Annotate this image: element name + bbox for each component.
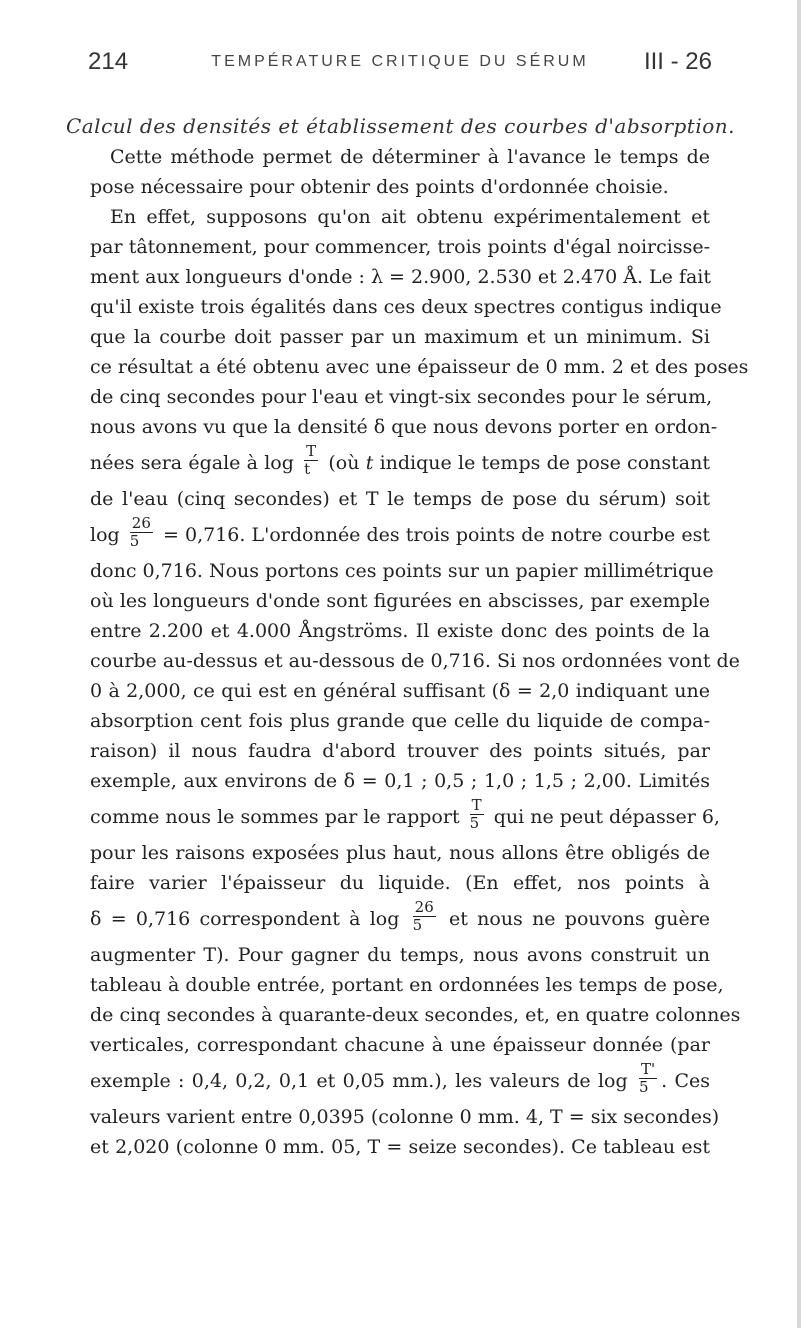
text-line: augmenter T). Pour gagner du temps, nous avons construit un — [90, 944, 710, 966]
text-line: pour les raisons exposées plus haut, nous allons être obligés de — [90, 842, 710, 864]
fraction-numerator: T — [471, 795, 482, 814]
fraction-denominator: 5 — [129, 531, 140, 550]
running-header — [88, 48, 712, 88]
fraction-numerator: 26 — [131, 513, 151, 532]
text-line: verticales, correspondant chacune à une épaisseur donnée (par — [90, 1034, 710, 1056]
fraction-denominator: 5 — [638, 1077, 649, 1096]
text-line: nous avons vu que la densité δ que nous devons porter en ordon- — [90, 416, 718, 438]
text-line: ment aux longueurs d'onde : λ = 2.900, 2.530 et 2.470 Å. Le fait — [90, 266, 712, 288]
page-number: 214 — [88, 48, 129, 75]
fraction-denominator: 5 — [412, 915, 423, 934]
fraction-denominator: t — [304, 459, 311, 478]
text-fragment: exemple : 0,4, 0,2, 0,1 et 0,05 mm.), les valeurs de log — [90, 1070, 628, 1092]
text-line: raison) il nous faudra d'abord trouver des points situés, par — [90, 740, 710, 762]
text-line: pose nécessaire pour obtenir des points d'ordonnée choisie. — [90, 176, 669, 198]
text-fragment: indique le temps de pose constant — [379, 452, 710, 474]
running-title: TEMPÉRATURE CRITIQUE DU SÉRUM — [211, 53, 589, 70]
text-line: En effet, supposons qu'on ait obtenu expérimentalement et — [110, 206, 710, 228]
text-line: qu'il existe trois égalités dans ces deux spectres contigus indique — [90, 296, 722, 318]
text-line: 0 à 2,000, ce qui est en général suffisant (δ = 2,0 indiquant une — [90, 680, 710, 702]
text-fragment: nées sera égale à log — [90, 452, 294, 474]
text-line: où les longueurs d'onde sont figurées en abscisses, par exemple — [90, 590, 710, 612]
text-line: exemple, aux environs de δ = 0,1 ; 0,5 ; 1,0 ; 1,5 ; 2,00. Limités — [90, 770, 710, 792]
text-line: par tâtonnement, pour commencer, trois points d'égal noircisse- — [90, 236, 710, 258]
text-line: de cinq secondes pour l'eau et vingt-six secondes pour le sérum, — [90, 386, 713, 408]
text-line: entre 2.200 et 4.000 Ångströms. Il existe donc des points de la — [90, 620, 710, 642]
text-fragment: et nous ne pouvons guère — [449, 908, 711, 930]
section-number: III - 26 — [643, 48, 712, 75]
variable-t: t — [365, 452, 374, 474]
text-fragment: . Ces — [661, 1070, 710, 1092]
text-fragment: δ = 0,716 correspondent à log — [90, 908, 400, 930]
text-line-with-fraction — [90, 514, 710, 556]
text-line: faire varier l'épaisseur du liquide. (En effet, nos points à — [90, 872, 710, 894]
fraction-T-over-t — [304, 441, 318, 478]
fraction-numerator: T — [306, 441, 317, 460]
text-line: de l'eau (cinq secondes) et T le temps de pose du sérum) soit — [90, 488, 710, 510]
text-fragment: (où — [328, 452, 360, 474]
section-title: Calcul des densités et établissement des courbes d'absorption. — [65, 114, 736, 138]
text-line: absorption cent fois plus grande que celle du liquide de compa- — [90, 710, 710, 732]
text-line: que la courbe doit passer par un maximum et un minimum. Si — [90, 326, 710, 348]
text-line-with-fraction — [90, 898, 710, 940]
body-text — [90, 142, 749, 1162]
text-fragment: log — [90, 524, 120, 546]
fraction-Tprime-over-5 — [638, 1059, 657, 1096]
text-fragment: qui ne peut dépasser 6, — [493, 806, 720, 828]
text-line: donc 0,716. Nous portons ces points sur un papier millimétrique — [90, 560, 714, 582]
fraction-T-over-5 — [469, 795, 484, 832]
text-line: valeurs varient entre 0,0395 (colonne 0 mm. 4, T = six secondes) — [90, 1106, 720, 1128]
fraction-26-over-5 — [412, 897, 436, 934]
text-line: Cette méthode permet de déterminer à l'avance le temps de — [110, 146, 710, 168]
text-fragment: = 0,716. L'ordonnée des trois points de notre courbe est — [162, 524, 710, 546]
fraction-numerator: 26 — [414, 897, 434, 916]
fraction-numerator: T' — [640, 1059, 656, 1078]
fraction-denominator: 5 — [469, 813, 480, 832]
text-line: de cinq secondes à quarante-deux secondes, et, en quatre colonnes — [90, 1004, 741, 1026]
text-line: courbe au-dessus et au-dessous de 0,716. Si nos ordonnées vont de — [90, 650, 740, 672]
fraction-26-over-5 — [129, 513, 153, 550]
text-line-with-fraction — [90, 1060, 710, 1102]
text-line: et 2,020 (colonne 0 mm. 05, T = seize secondes). Ce tableau est — [90, 1136, 710, 1158]
text-line: tableau à double entrée, portant en ordonnées les temps de pose, — [90, 974, 724, 996]
text-fragment: comme nous le sommes par le rapport — [90, 806, 460, 828]
page-edge-shadow — [797, 0, 801, 1328]
text-line: ce résultat a été obtenu avec une épaisseur de 0 mm. 2 et des poses — [90, 356, 749, 378]
text-line-with-fraction — [90, 795, 720, 838]
text-line-with-fraction — [90, 442, 710, 484]
